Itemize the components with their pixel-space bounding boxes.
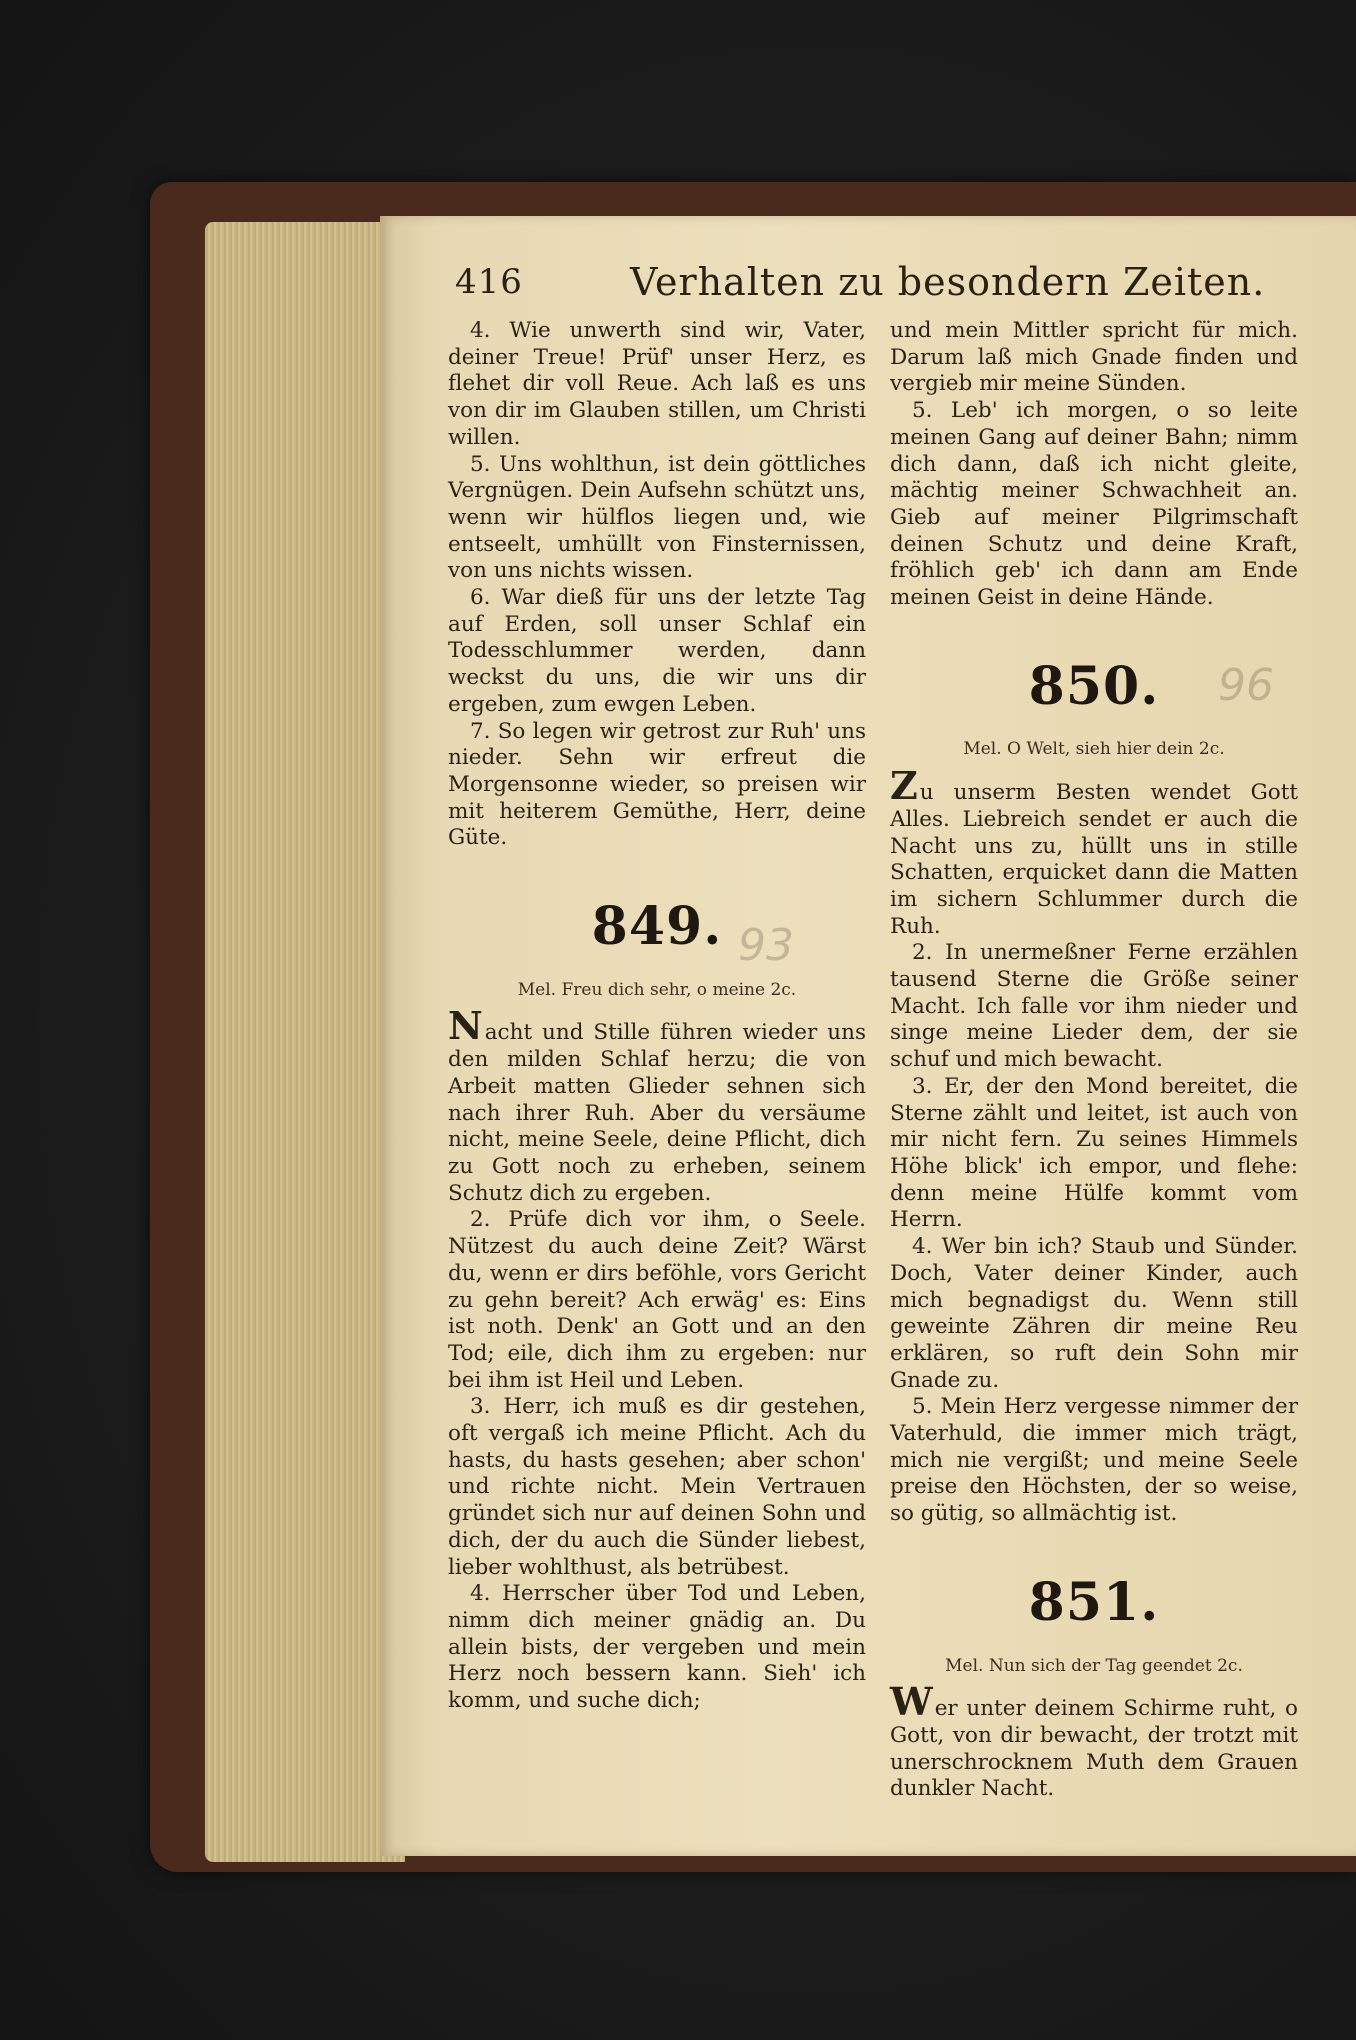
page-edges: [205, 222, 405, 1862]
melody-line: Mel. Nun sich der Tag geendet 2c.: [945, 1655, 1243, 1676]
stanza: 5. Leb' ich morgen, o so leite meinen Gang auf deiner Bahn; nimm dich dann, daß ich nicht gleite, mächtig meiner Schwachheit an. Gieb auf meiner Pilgrimschaft deinen Schutz und deine Kraft, fröhlich geb' ich dann am Ende meinen Geist in deine Hände.: [890, 398, 1298, 611]
stanza: 7. So legen wir getrost zur Ruh' uns nieder. Sehn wir erfreut die Morgensonne wieder, so preisen wir mit heiterem Gemüthe, Herr, deine Güte.: [448, 718, 866, 851]
stanza: 5. Mein Herz vergesse nimmer der Vaterhuld, die immer mich trägt, mich nie vergißt; und meine Seele preise den Höchsten, der so weise, so gütig, so allmächtig ist.: [890, 1394, 1298, 1527]
left-column: [448, 318, 866, 1715]
drop-cap: W: [890, 1679, 933, 1725]
page-header: [455, 258, 1335, 310]
drop-cap: N: [448, 1003, 483, 1049]
page-number: 416: [455, 262, 523, 302]
stanza: 3. Herr, ich muß es dir gestehen, oft vergaß ich meine Pflicht. Ach du hasts, du hasts gesehen; aber schon' und richte nicht. Mein Vertrauen gründet sich nur auf deinen Sohn und dich, der du auch die Sünder liebest, lieber wohlthust, als betrübest.: [448, 1394, 866, 1580]
stanza: 3. Er, der den Mond bereitet, die Sterne zählt und leitet, ist auch von mir nicht fern. Zu seines Himmels Höhe blick' ich empor, und flehe: denn meine Hülfe kommt vom Herrn.: [890, 1073, 1298, 1233]
stanza-continuation: und mein Mittler spricht für mich. Darum laß mich Gnade finden und vergieb mir meine Sünden.: [890, 318, 1298, 397]
hymn-number-850: 850.: [1028, 655, 1160, 717]
stanza: 4. Herrscher über Tod und Leben, nimm dich meiner gnädig an. Du allein bists, der vergeben und mein Herz noch bessern kann. Sieh' ich komm, und suche dich;: [448, 1581, 866, 1714]
melody-line: Mel. O Welt, sieh hier dein 2c.: [963, 739, 1225, 760]
first-stanza: [890, 1679, 1298, 1803]
first-stanza-text: acht und Stille führen wieder uns den milden Schlaf herzu; die von Arbeit matten Glieder sehnen sich nach ihrer Ruh. Aber du versäume nicht, meine Seele, deine Pflicht, dich zu Gott noch zu erheben, seinem Schutz dich zu ergeben.: [448, 1020, 866, 1206]
pencil-annotation: 96: [1218, 660, 1274, 711]
stanza: 2. Prüfe dich vor ihm, o Seele. Nützest du auch deine Zeit? Wärst du, wenn er dirs beföhle, vors Gericht zu gehn bereit? Ach erwäg' es: Eins ist noth. Denk' an Gott und an den Tod; eile, dich ihm zu ergeben: nur bei ihm ist Heil und Leben.: [448, 1207, 866, 1393]
running-head: Verhalten zu besondern Zeiten.: [630, 260, 1266, 304]
first-stanza: [890, 763, 1298, 940]
first-stanza: [448, 1003, 866, 1207]
stanza: 6. War dieß für uns der letzte Tag auf Erden, soll unser Schlaf ein Todesschlummer werden, dann weckst du uns, die wir uns dir ergeben, zum ewgen Leben.: [448, 585, 866, 717]
stanza: 5. Uns wohlthun, ist dein göttliches Vergnügen. Dein Aufsehn schützt uns, wenn wir hülflos liegen und, wie entseelt, umhüllt von Finsternissen, von uns nichts wissen.: [448, 451, 866, 584]
hymn-number-849: 849.: [591, 896, 723, 958]
pencil-annotation: 93: [738, 920, 794, 971]
hymn-number-851: 851.: [1028, 1571, 1160, 1633]
first-stanza-text: u unserm Besten wendet Gott Alles. Liebreich sendet er auch die Nacht uns zu, hüllt uns in stille Schatten, erquicket dann die Matten im sichern Schlummer durch die Ruh.: [890, 780, 1298, 939]
drop-cap: Z: [890, 763, 918, 809]
right-column: [890, 318, 1298, 1803]
stanza: 4. Wie unwerth sind wir, Vater, deiner Treue! Prüf' unser Herz, es flehet dir voll Reue. Ach laß es uns von dir im Glauben stillen, um Christi willen.: [448, 318, 866, 450]
stanza: 4. Wer bin ich? Staub und Sünder. Doch, Vater deiner Kinder, auch mich begnadigst du. Wenn still geweinte Zähren dir meine Reu erklären, so ruft dein Sohn mir Gnade zu.: [890, 1234, 1298, 1393]
melody-line: Mel. Freu dich sehr, o meine 2c.: [517, 979, 797, 1000]
stanza: 2. In unermeßner Ferne erzählen tausend Sterne die Größe seiner Macht. Ich falle vor ihm nieder und singe meine Lieder dem, der sie schuf und mich bewacht.: [890, 940, 1298, 1073]
first-stanza-text: er unter deinem Schirme ruht, o Gott, von dir bewacht, der trotzt mit unerschrocknem Muth dem Grauen dunkler Nacht.: [890, 1696, 1298, 1802]
